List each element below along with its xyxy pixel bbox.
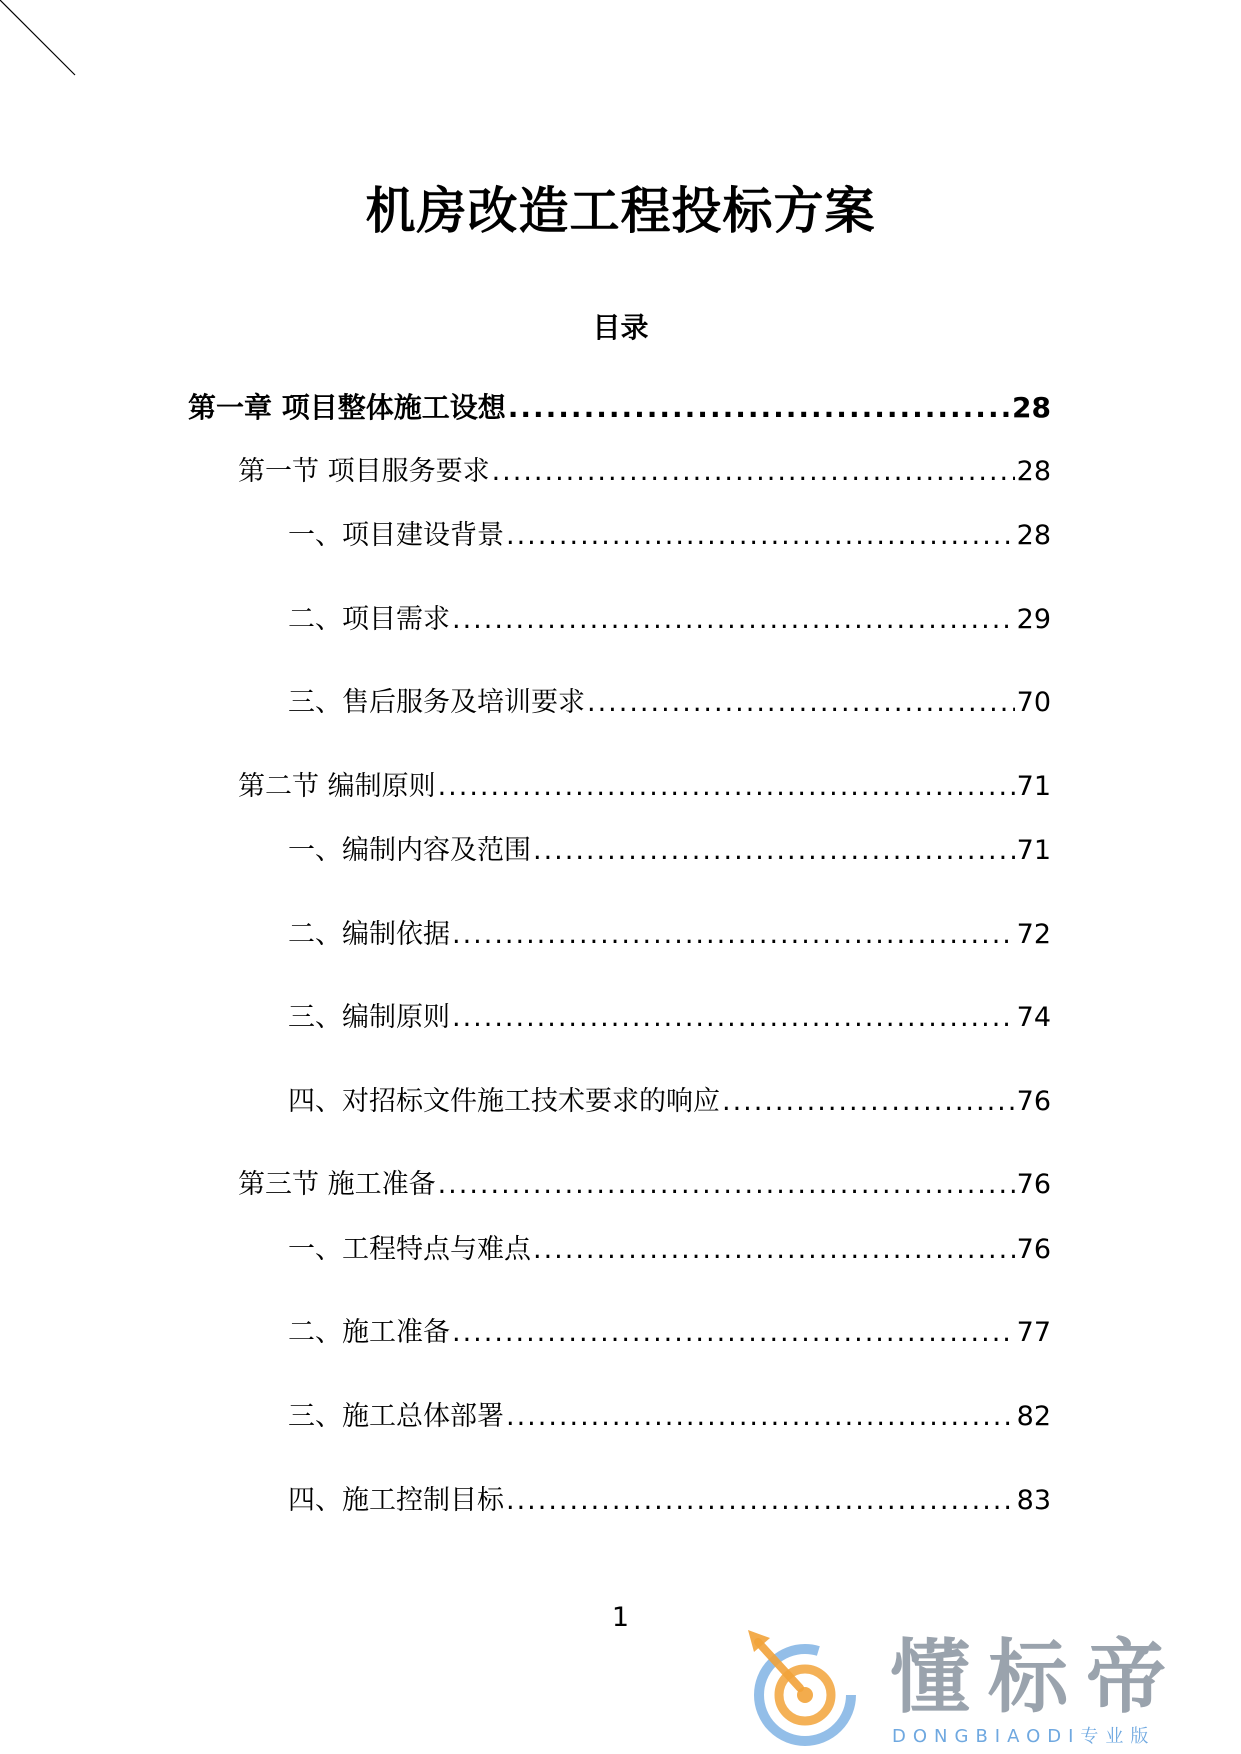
toc-dot-leader — [452, 600, 1015, 640]
toc-dot-leader — [533, 1230, 1015, 1270]
toc-dot-leader — [722, 1082, 1015, 1122]
toc-dot-leader — [533, 831, 1015, 871]
toc-entry-section[interactable] — [238, 1165, 1051, 1205]
toc-dot-leader — [506, 516, 1015, 556]
toc-entry-label: 四、施工控制目标 — [288, 1485, 504, 1516]
toc-dot-leader — [508, 388, 1010, 428]
toc-entry-label: 第二节 编制原则 — [238, 771, 436, 802]
toc-dot-leader — [452, 1313, 1015, 1353]
toc-entry-label: 三、施工总体部署 — [288, 1401, 504, 1432]
toc-dot-leader — [506, 1397, 1015, 1437]
toc-entry-label: 二、施工准备 — [288, 1317, 450, 1348]
toc-entry-label: 第一节 项目服务要求 — [238, 456, 490, 487]
toc-entry-page: 76 — [1016, 1234, 1051, 1265]
target-arrow-icon — [740, 1630, 870, 1750]
toc-dot-leader — [452, 915, 1015, 955]
toc-entry-subsection[interactable] — [288, 1397, 1051, 1437]
toc-entry-page: 70 — [1016, 687, 1051, 718]
toc-entry-page: 28 — [1012, 391, 1051, 424]
toc-entry-page: 71 — [1016, 771, 1051, 802]
toc-entry-subsection[interactable] — [288, 1313, 1051, 1353]
toc-entry-subsection[interactable] — [288, 1230, 1051, 1270]
toc-entry-subsection[interactable] — [288, 516, 1051, 556]
toc-entry-chapter-1[interactable] — [188, 388, 1051, 428]
toc-dot-leader — [452, 998, 1015, 1038]
toc-entry-page: 28 — [1016, 456, 1051, 487]
toc-entry-label: 三、编制原则 — [288, 1002, 450, 1033]
toc-entry-subsection[interactable] — [288, 600, 1051, 640]
toc-dot-leader — [587, 683, 1015, 723]
watermark-brand: 懂标帝 — [890, 1631, 1184, 1724]
toc-entry-section[interactable] — [238, 452, 1051, 492]
toc-entry-subsection[interactable] — [288, 1481, 1051, 1521]
toc-dot-leader — [506, 1481, 1015, 1521]
page-number: 1 — [611, 1602, 630, 1633]
toc-entry-label: 一、项目建设背景 — [288, 520, 504, 551]
toc-entry-label: 一、编制内容及范围 — [288, 835, 531, 866]
toc-heading: 目录 — [592, 311, 649, 344]
toc-entry-label: 二、编制依据 — [288, 919, 450, 950]
toc-entry-page: 82 — [1016, 1401, 1051, 1432]
toc-dot-leader — [438, 767, 1015, 807]
toc-entry-subsection[interactable] — [288, 998, 1051, 1038]
toc-entry-page: 28 — [1016, 520, 1051, 551]
toc-entry-label: 四、对招标文件施工技术要求的响应 — [288, 1086, 720, 1117]
toc-entry-subsection[interactable] — [288, 1082, 1051, 1122]
toc-entry-page: 77 — [1016, 1317, 1051, 1348]
toc-entry-label: 第一章 项目整体施工设想 — [188, 391, 506, 424]
toc-entry-section[interactable] — [238, 767, 1051, 807]
toc-entry-page: 76 — [1016, 1086, 1051, 1117]
toc-entry-label: 第三节 施工准备 — [238, 1169, 436, 1200]
watermark — [740, 1630, 1220, 1750]
toc-entry-label: 二、项目需求 — [288, 604, 450, 635]
toc-entry-subsection[interactable] — [288, 831, 1051, 871]
toc-dot-leader — [492, 452, 1015, 492]
toc-entry-label: 一、工程特点与难点 — [288, 1234, 531, 1265]
toc-entry-label: 三、售后服务及培训要求 — [288, 687, 585, 718]
toc-entry-page: 76 — [1016, 1169, 1051, 1200]
watermark-subtitle: DONGBIAODI专业版 — [892, 1726, 1156, 1747]
toc-entry-subsection[interactable] — [288, 915, 1051, 955]
toc-entry-page: 71 — [1016, 835, 1051, 866]
toc-entry-page: 72 — [1016, 919, 1051, 950]
document-title: 机房改造工程投标方案 — [365, 182, 876, 240]
toc-dot-leader — [438, 1165, 1015, 1205]
toc-entry-subsection[interactable] — [288, 683, 1051, 723]
toc-entry-page: 83 — [1016, 1485, 1051, 1516]
corner-crop-mark — [0, 0, 80, 80]
toc-entry-page: 74 — [1016, 1002, 1051, 1033]
toc-entry-page: 29 — [1016, 604, 1051, 635]
